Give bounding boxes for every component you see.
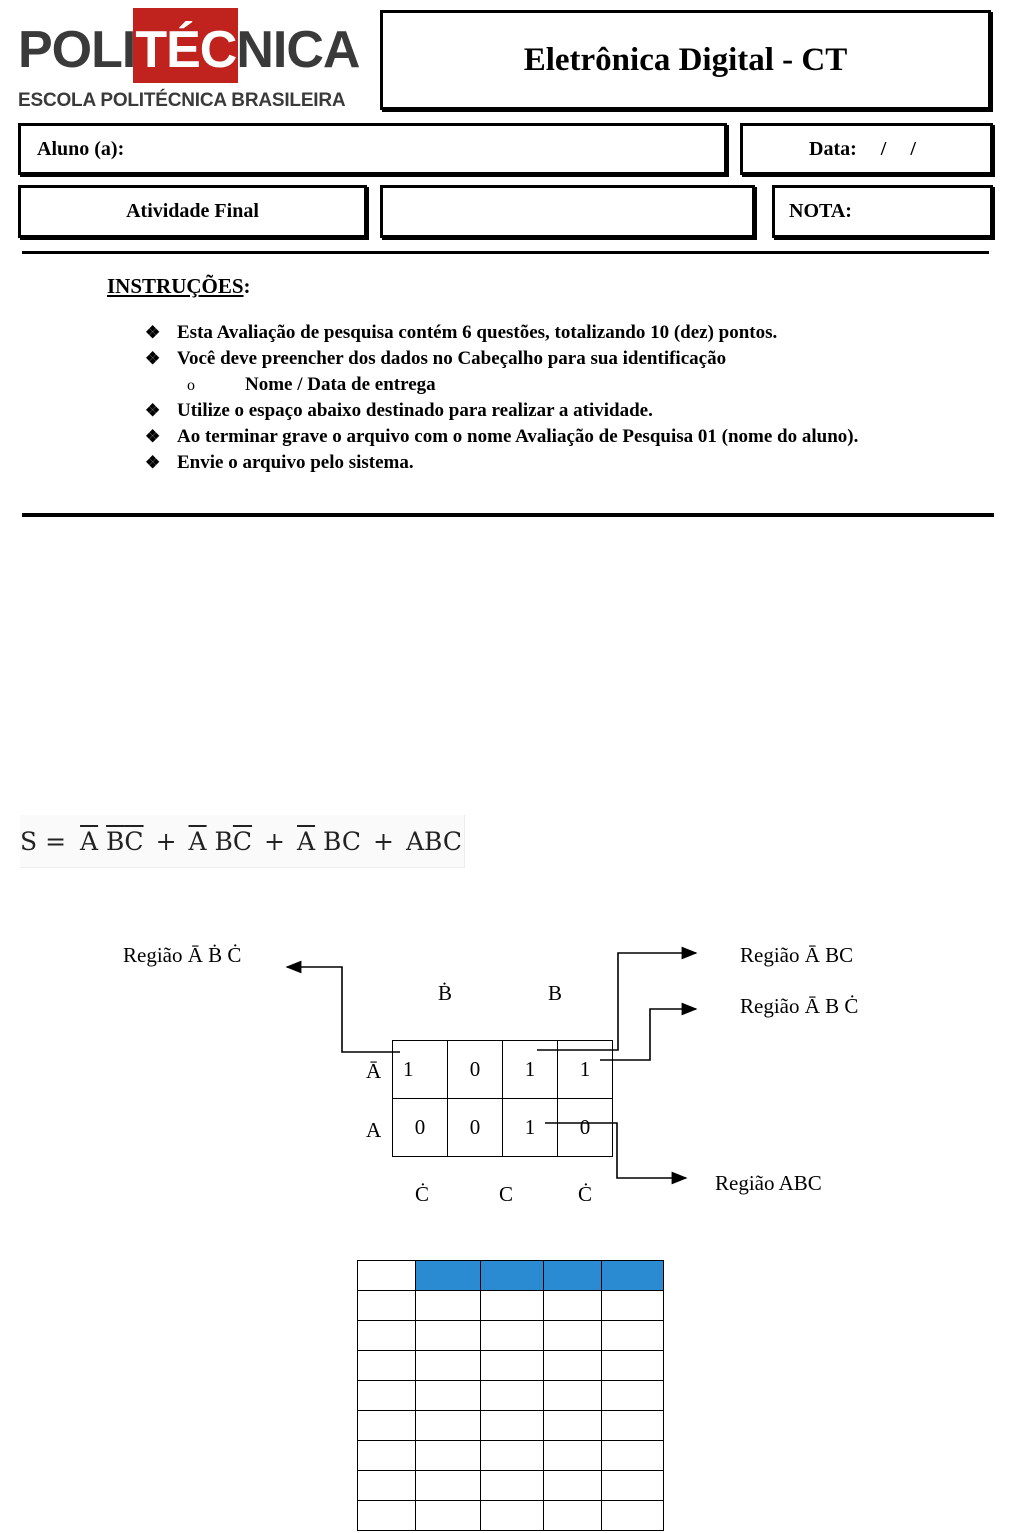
table-cell[interactable] [416,1501,481,1531]
list-item: o Nome / Data de entrega [145,372,858,398]
table-cell[interactable] [358,1411,416,1441]
diamond-bullet-icon: ❖ [145,349,161,368]
kmap-bottom-label-1: Ċ [415,1182,430,1206]
table-cell[interactable] [481,1501,544,1531]
kmap-bottom-label-2: C [499,1182,514,1206]
diamond-bullet-icon: ❖ [145,323,161,342]
table-row [358,1381,664,1411]
table-cell[interactable] [602,1291,664,1321]
table-header-cell[interactable] [481,1261,544,1291]
kmap-row-label-a-not: Ā [366,1059,382,1083]
table-row [358,1471,664,1501]
kmap-cell: 0 [558,1099,613,1157]
table-cell[interactable] [544,1441,602,1471]
table-cell[interactable] [358,1441,416,1471]
diamond-bullet-icon: ❖ [145,453,161,472]
instructions-title: INSTRUÇÕES: [107,274,251,298]
table-cell[interactable] [358,1291,416,1321]
list-item: ❖ Utilize o espaço abaixo destinado para realizar a atividade. [145,398,858,424]
circle-bullet-icon: o [187,377,195,394]
table-cell[interactable] [602,1321,664,1351]
date-slash-2: / [910,138,916,160]
table-cell[interactable] [416,1321,481,1351]
region-label-3: Região Ā B Ċ [740,994,859,1018]
table-cell[interactable] [602,1501,664,1531]
table-row [358,1351,664,1381]
list-item: ❖ Envie o arquivo pelo sistema. [145,450,858,476]
course-title: Eletrônica Digital - CT [380,10,991,110]
kmap-col-label-b-not: Ḃ [438,981,453,1005]
table-cell[interactable] [602,1351,664,1381]
table-cell[interactable] [358,1471,416,1501]
arrow-region-3 [600,1009,696,1060]
table-cell[interactable] [544,1321,602,1351]
kmap-cell: 0 [448,1099,503,1157]
list-item: ❖ Ao terminar grave o arquivo com o nome Avaliação de Pesquisa 01 (nome do aluno). [145,424,858,450]
table-cell[interactable] [544,1411,602,1441]
table-cell[interactable] [416,1441,481,1471]
table-cell[interactable] [358,1321,416,1351]
table-row [358,1321,664,1351]
table-cell[interactable] [544,1471,602,1501]
grade-label: NOTA: [789,200,852,222]
logo-subtitle: ESCOLA POLITÉCNICA BRASILEIRA [18,90,346,111]
student-name-label: Aluno (a): [37,138,125,160]
date-slash-1: / [880,138,887,160]
table-cell[interactable] [481,1411,544,1441]
boolean-expression: S = $\overline{A}$ $\overline{B}$ $\overline{C}$ + $\overline{A}$ B $\overline{C}$ + $\overline{A}$ BC + ABC [20,815,465,868]
table-cell[interactable] [358,1261,416,1291]
table-cell[interactable] [358,1501,416,1531]
diamond-bullet-icon: ❖ [145,401,161,420]
table-cell[interactable] [544,1381,602,1411]
kmap-cell: 1 [558,1041,613,1099]
table-cell[interactable] [602,1411,664,1441]
table-row [358,1411,664,1441]
table-cell[interactable] [358,1351,416,1381]
table-cell[interactable] [481,1441,544,1471]
table-cell[interactable] [416,1351,481,1381]
table-cell[interactable] [544,1291,602,1321]
region-label-2: Região Ā BC [740,943,854,967]
diamond-bullet-icon: ❖ [145,427,161,446]
table-cell[interactable] [481,1351,544,1381]
kmap-col-label-b: B [548,981,563,1005]
kmap-cell: 0 [393,1099,448,1157]
table-cell[interactable] [481,1381,544,1411]
arrow-region-2 [537,953,696,1050]
region-label-4: Região ABC [715,1171,822,1195]
kmap-bottom-label-3: Ċ [578,1182,593,1206]
logo-part-3: NICA [236,21,360,79]
table-cell[interactable] [544,1501,602,1531]
kmap-cell: 1 [393,1041,448,1099]
kmap-cell: 1 [503,1041,558,1099]
table-cell[interactable] [481,1321,544,1351]
region-label-1: Região Ā Ḃ Ċ [123,943,242,967]
date-label: Data: [809,138,857,160]
table-cell[interactable] [358,1381,416,1411]
arrow-region-1 [287,967,400,1052]
table-header-cell[interactable] [602,1261,664,1291]
kmap-cell: 1 [503,1099,558,1157]
table-cell[interactable] [481,1471,544,1501]
kmap-cell: 0 [448,1041,503,1099]
table-header-cell[interactable] [416,1261,481,1291]
table-cell[interactable] [481,1291,544,1321]
table-row [358,1501,664,1531]
logo-part-1: POLI [18,21,136,79]
logo-part-2: TÉC [135,21,237,79]
table-cell[interactable] [416,1381,481,1411]
truth-table [357,1260,664,1531]
table-row [358,1441,664,1471]
list-item: ❖ Esta Avaliação de pesquisa contém 6 questões, totalizando 10 (dez) pontos. [145,320,858,346]
table-cell[interactable] [544,1351,602,1381]
table-cell[interactable] [416,1291,481,1321]
table-cell[interactable] [602,1441,664,1471]
table-header-row [358,1261,664,1291]
table-cell[interactable] [416,1411,481,1441]
kmap-row-label-a: A [366,1118,382,1142]
activity-label: Atividade Final [18,185,367,238]
table-cell[interactable] [602,1381,664,1411]
list-item: ❖ Você deve preencher dos dados no Cabeçalho para sua identificação [145,346,858,372]
table-row [358,1291,664,1321]
arrow-region-4 [545,1123,686,1178]
table-cell[interactable] [602,1471,664,1501]
table-cell[interactable] [416,1471,481,1501]
table-header-cell[interactable] [544,1261,602,1291]
